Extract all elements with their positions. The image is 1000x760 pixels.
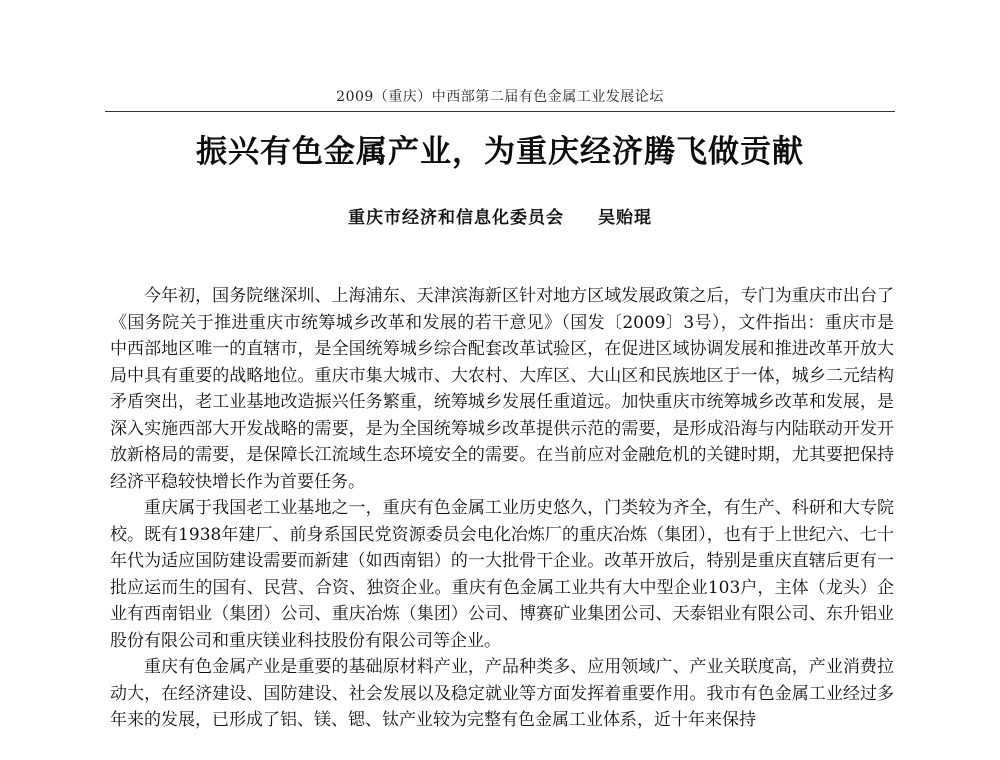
paragraph-3: 重庆有色金属产业是重要的基础原材料产业，产品种类多、应用领域广、产业关联度高，产业消费拉动大，在经济建设、国防建设、社会发展以及稳定就业等方面发挥着重要作用。我市有色金属工业经过多年来的发展，已形成了铝、镁、锶、钛产业较为完整有色金属工业体系，近十年来保持	[110, 657, 894, 730]
byline	[0, 205, 1000, 231]
paragraph-2: 重庆属于我国老工业基地之一，重庆有色金属工业历史悠久，门类较为齐全，有生产、科研和大专院校。既有1938年建厂、前身系国民党资源委员会电化冶炼厂的重庆冶炼（集团），也有于上世纪六、七十年代为适应国防建设需要而新建（如西南铝）的一大批骨干企业。改革开放后，特别是重庆直辖后更有一批应运而生的国有、民营、合资、独资企业。重庆有色金属工业共有大中型企业103户，主体（龙头）企业有西南铝业（集团）公司、重庆冶炼（集团）公司、博赛矿业集团公司、天泰铝业有限公司、东升铝业股份有限公司和重庆镁业科技股份有限公司等企业。	[110, 498, 894, 651]
running-header: 2009（重庆）中西部第二届有色金属工业发展论坛	[336, 89, 664, 105]
author-organization: 重庆市经济和信息化委员会	[348, 208, 564, 228]
author-name: 吴贻琨	[598, 208, 652, 228]
body-text	[110, 283, 894, 734]
page-title: 振兴有色金属产业，为重庆经济腾飞做贡献	[196, 134, 804, 170]
header-rule	[105, 111, 895, 112]
paragraph-1: 今年初，国务院继深圳、上海浦东、天津滨海新区针对地方区域发展政策之后，专门为重庆市出台了《国务院关于推进重庆市统筹城乡改革和发展的若干意见》（国发〔2009〕3号），文件指出：重庆市是中西部地区唯一的直辖市，是全国统筹城乡综合配套改革试验区，在促进区域协调发展和推进改革开放大局中具有重要的战略地位。重庆市集大城市、大农村、大库区、大山区和民族地区于一体，城乡二元结构矛盾突出，老工业基地改造振兴任务繁重，统筹城乡发展任重道远。加快重庆市统筹城乡改革和发展，是深入实施西部大开发战略的需要，是为全国统筹城乡改革提供示范的需要，是形成沿海与内陆联动开发开放新格局的需要，是保障长江流域生态环境安全的需要。在当前应对金融危机的关键时期，尤其要把保持经济平稳较快增长作为首要任务。	[110, 286, 894, 492]
